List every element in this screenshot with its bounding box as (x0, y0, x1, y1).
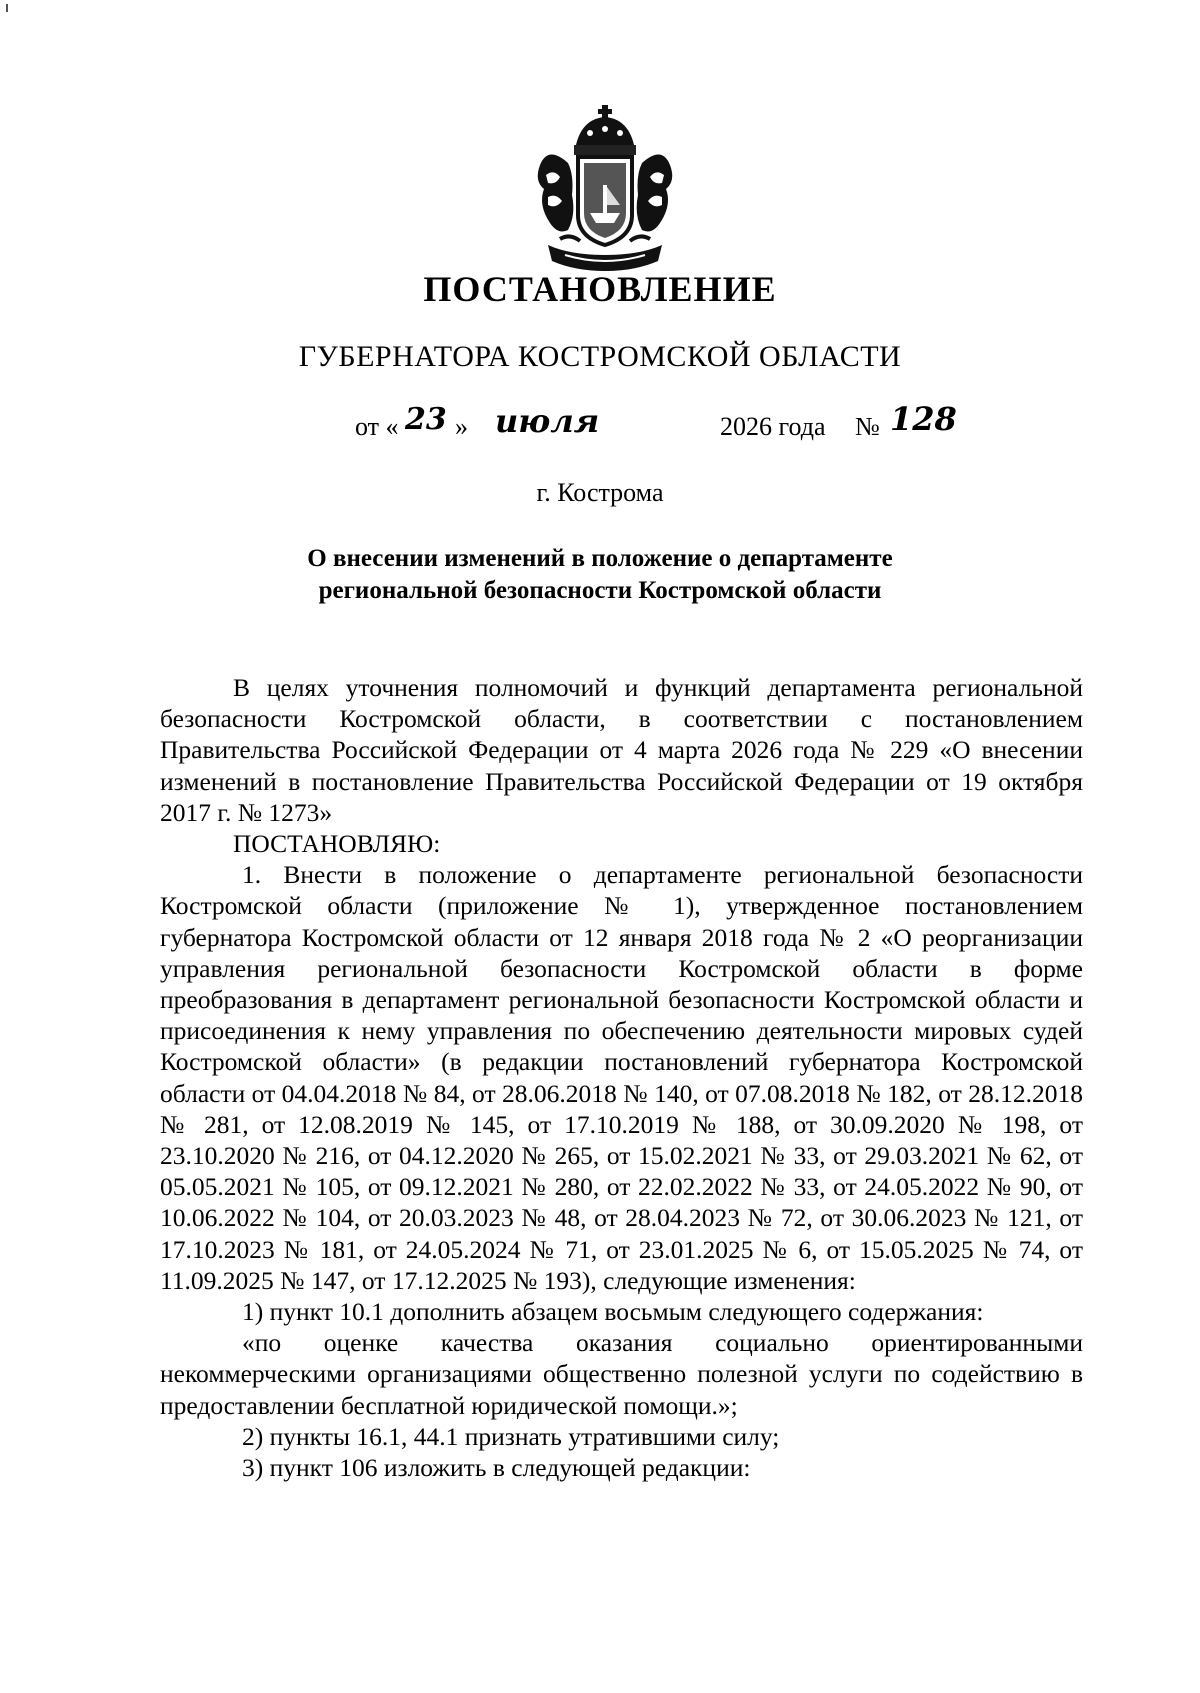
date-day-handwritten: 23 (405, 402, 447, 437)
heading-line-1: О внесении изменений в положение о департаменте (307, 545, 893, 572)
date-quote-close: » (455, 412, 468, 441)
document-title: ПОСТАНОВЛЕНИЕ (423, 269, 777, 309)
document-body (160, 672, 1083, 1483)
scan-speck (6, 4, 8, 12)
number-prefix: № (855, 412, 880, 441)
issuing-authority: ГУБЕРНАТОРА КОСТРОМСКОЙ ОБЛАСТИ (298, 340, 902, 373)
date-year: 2026 года (720, 412, 826, 441)
date-prefix: от « (355, 412, 399, 441)
subclause-3-paragraph: 3) пункт 106 изложить в следующей редакции: (242, 1453, 751, 1483)
document-heading (0, 543, 1200, 607)
quoted-text-paragraph: «по оценке качества оказания социально ориентированными некоммерческими организациями общественно полезной услуги по содействию в предоставлении бесплатной юридической помощи.»; (160, 1328, 1083, 1420)
preamble-paragraph: В целях уточнения полномочий и функций департамента региональной безопасности Костромской области, в соответствии с постановлением Правительства Российской Федерации от 4 марта 2026 года № 229 «О внесении изменений в постановление Правительства Российской Федерации от 19 октября 2017 г. № 1273» (160, 673, 1083, 827)
coat-of-arms-icon (530, 105, 680, 275)
subclause-2-paragraph: 2) пункты 16.1, 44.1 признать утратившими силу; (242, 1421, 780, 1451)
subclause-1-paragraph: 1) пункт 10.1 дополнить абзацем восьмым следующего содержания: (242, 1297, 984, 1327)
city-line: г. Кострома (536, 478, 664, 507)
heading-line-2: региональной безопасности Костромской области (318, 577, 882, 604)
date-month-handwritten: июля (495, 402, 600, 440)
decree-word: ПОСТАНОВЛЯЮ: (233, 829, 441, 859)
document-number-handwritten: 128 (890, 400, 957, 438)
clause-1-paragraph: 1. Внести в положение о департаменте региональной безопасности Костромской области (приложение № 1), утвержденное постановлением губернатора Костромской области от 12 января 2018 года № 2 «О реорганизации управления региональной безопасности Костромской области в форме преобразования в департамент региональной безопасности Костромской области и присоединения к нему управления по обеспечению деятельности мировых судей Костромской области» (в редакции постановлений губернатора Костромской области от 04.04.2018 № 84, от 28.06.2018 № 140, от 07.08.2018 № 182, от 28.12.2018 № 281, от 12.08.2019 № 145, от 17.10.2019 № 188, от 30.09.2020 № 198, от 23.10.2020 № 216, от 04.12.2020 № 265, от 15.02.2021 № 33, от 29.03.2021 № 62, от 05.05.2021 № 105, от 09.12.2021 № 280, от 22.02.2022 № 33, от 24.05.2022 № 90, от 10.06.2022 № 104, от 20.03.2023 № 48, от 28.04.2023 № 72, от 30.06.2023 № 121, от 17.10.2023 № 181, от 24.05.2024 № 71, от 23.01.2025 № 6, от 15.05.2025 № 74, от 11.09.2025 № 147, от 17.12.2025 № 193), следующие изменения: (160, 860, 1083, 1295)
